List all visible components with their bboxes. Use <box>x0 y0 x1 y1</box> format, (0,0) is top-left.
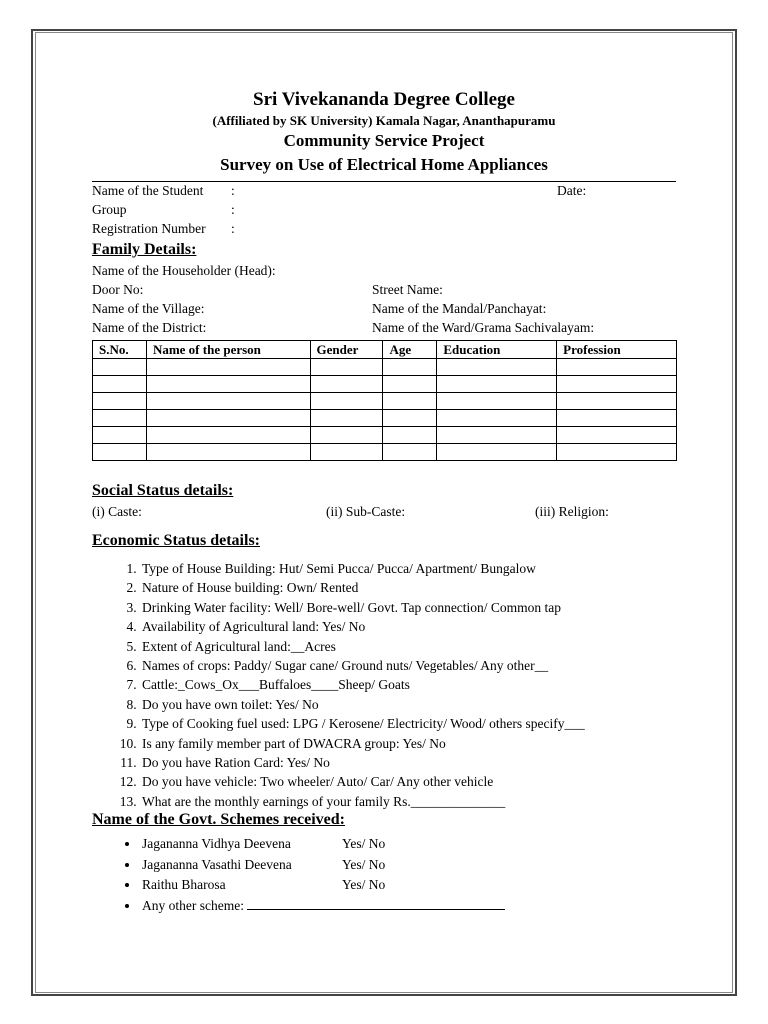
list-item: 5. Extent of Agricultural land:__Acres <box>140 637 585 656</box>
table-row[interactable] <box>93 410 677 427</box>
list-item: 13. What are the monthly earnings of your family Rs.______________ <box>140 792 585 811</box>
col-sno: S.No. <box>93 341 147 359</box>
registration-label: Registration Number <box>92 221 206 236</box>
village-label: Name of the Village: <box>92 301 205 316</box>
list-item <box>140 855 505 876</box>
list-item: 4. Availability of Agricultural land: Yes/ No <box>140 617 585 636</box>
scheme-name: Jagananna Vidhya Deevena <box>142 836 291 851</box>
header-rule <box>92 181 676 182</box>
project-title: Community Service Project <box>283 131 485 150</box>
list-item: 9. Type of Cooking fuel used: LPG / Kerosene/ Electricity/ Wood/ others specify___ <box>140 714 585 733</box>
registration-colon: : <box>231 221 235 236</box>
economic-status-heading: Economic Status details: <box>92 532 260 549</box>
scheme-answer: Yes/ No <box>342 877 386 892</box>
table-row[interactable] <box>93 393 677 410</box>
list-item <box>140 896 505 917</box>
table-header-row <box>93 341 677 359</box>
schemes-heading: Name of the Govt. Schemes received: <box>92 811 345 828</box>
ward-label: Name of the Ward/Grama Sachivalayam: <box>372 320 595 335</box>
other-scheme-blank[interactable] <box>247 897 505 910</box>
table-row[interactable] <box>93 376 677 393</box>
group-colon: : <box>231 202 235 217</box>
door-no-label: Door No: <box>92 282 144 297</box>
list-item: 2. Nature of House building: Own/ Rented <box>140 578 585 597</box>
list-item: 1. Type of House Building: Hut/ Semi Pucca/ Pucca/ Apartment/ Bungalow <box>140 559 585 578</box>
family-details-heading: Family Details: <box>92 241 197 258</box>
economic-questions-list <box>92 559 585 811</box>
table-row[interactable] <box>93 427 677 444</box>
scheme-name: Jagananna Vasathi Deevena <box>142 856 292 872</box>
list-item: 11. Do you have Ration Card: Yes/ No <box>140 753 585 772</box>
street-label: Street Name: <box>372 282 443 297</box>
col-profession: Profession <box>557 341 677 359</box>
col-name: Name of the person <box>146 341 310 359</box>
student-name-colon: : <box>231 183 235 198</box>
caste-label: (i) Caste: <box>92 504 142 519</box>
college-name: Sri Vivekananda Degree College <box>253 89 515 110</box>
table-row[interactable] <box>93 359 677 376</box>
list-item: 8. Do you have own toilet: Yes/ No <box>140 695 585 714</box>
scheme-answer: Yes/ No <box>342 856 386 872</box>
householder-label: Name of the Householder (Head): <box>92 263 276 278</box>
religion-label: (iii) Religion: <box>535 504 609 519</box>
group-label: Group <box>92 202 127 217</box>
date-label: Date: <box>557 183 587 198</box>
col-education: Education <box>437 341 557 359</box>
district-label: Name of the District: <box>92 320 207 335</box>
list-item <box>140 834 505 855</box>
col-gender: Gender <box>310 341 383 359</box>
list-item: 10. Is any family member part of DWACRA group: Yes/ No <box>140 734 585 753</box>
list-item: 7. Cattle:_Cows_Ox___Buffaloes____Sheep/ Goats <box>140 675 585 694</box>
list-item: 6. Names of crops: Paddy/ Sugar cane/ Ground nuts/ Vegetables/ Any other__ <box>140 656 585 675</box>
scheme-answer: Yes/ No <box>342 836 386 851</box>
subcaste-label: (ii) Sub-Caste: <box>326 504 406 519</box>
col-age: Age <box>383 341 437 359</box>
table-row[interactable] <box>93 444 677 461</box>
family-members-table <box>92 340 677 461</box>
list-item: 3. Drinking Water facility: Well/ Bore-well/ Govt. Tap connection/ Common tap <box>140 598 585 617</box>
scheme-name: Raithu Bharosa <box>142 877 226 892</box>
mandal-label: Name of the Mandal/Panchayat: <box>372 301 547 316</box>
list-item <box>140 875 505 896</box>
other-scheme-label: Any other scheme: <box>142 897 244 913</box>
survey-title: Survey on Use of Electrical Home Appliances <box>220 155 548 174</box>
social-status-heading: Social Status details: <box>92 482 234 499</box>
list-item: 12. Do you have vehicle: Two wheeler/ Auto/ Car/ Any other vehicle <box>140 772 585 791</box>
schemes-list <box>92 834 505 916</box>
affiliation: (Affiliated by SK University) Kamala Nagar, Ananthapuramu <box>212 113 556 128</box>
student-name-label: Name of the Student <box>92 183 204 198</box>
